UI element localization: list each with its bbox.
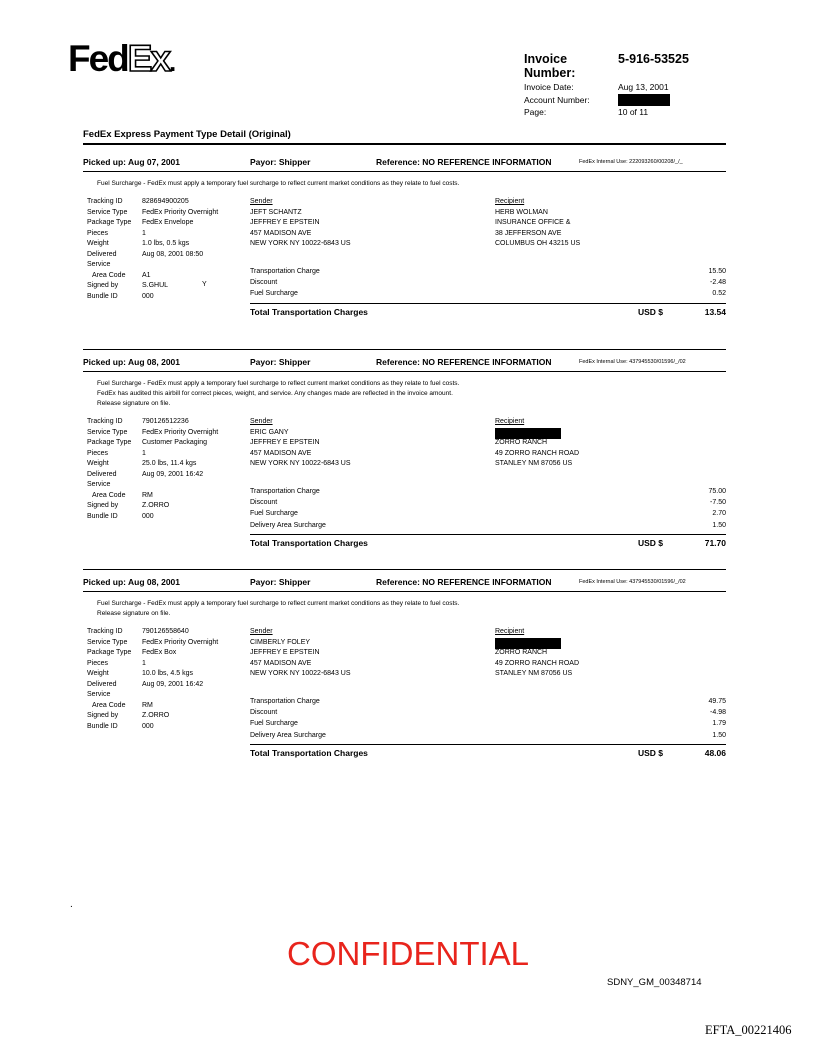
sender-block [250,627,351,680]
field-value: Aug 09, 2001 16:42 [142,680,204,688]
charge-label: Transportation Charge [250,488,320,495]
field-row [87,512,218,523]
field-row [87,627,218,638]
field-row [87,250,218,261]
field-value: 000 [142,722,154,730]
charge-label: Discount [250,279,278,287]
charge-label: Fuel Surcharge [250,720,298,728]
divider [83,143,726,145]
field-row [87,239,218,250]
note-line: Fuel Surcharge - FedEx must apply a temporary fuel surcharge to reflect current market conditions as they relate to fuel costs. [97,180,460,187]
shipment-header [83,577,726,591]
field-row [87,271,218,282]
payor: Payor: Shipper [250,357,311,367]
picked-up-date: Picked up: Aug 07, 2001 [83,157,180,167]
currency: USD $ [638,306,664,317]
charges-list [250,266,726,300]
field-value: 000 [142,292,154,300]
total-amount: 71.70 [704,537,726,548]
field-value: FedEx Box [142,649,177,656]
charge-row [250,497,726,508]
field-value: 1 [142,449,146,457]
field-value: Aug 09, 2001 16:42 [142,470,204,478]
charge-label: Transportation Charge [250,698,320,705]
notes [97,379,459,409]
field-value: 1.0 lbs, 0.5 kgs [142,240,190,247]
charge-row [250,730,726,741]
field-value: Z.ORRO [142,502,170,509]
charge-row [250,718,726,729]
field-value: FedEx Priority Overnight [142,428,219,436]
confidential-stamp: CONFIDENTIAL [286,935,530,972]
invoice-header [524,52,744,119]
recipient-heading: Recipient [495,418,525,425]
recipient-line: COLUMBUS OH 43215 US [495,240,581,247]
field-label: Service [87,481,111,488]
field-label: Service [87,261,111,268]
recipient-line: HERB WOLMAN [495,208,548,216]
field-row [87,218,218,229]
charge-amount: 49.75 [708,698,726,705]
field-label: Package Type [87,219,132,226]
field-value: FedEx Envelope [142,219,194,226]
total-amount: 48.06 [704,747,726,758]
currency: USD $ [638,537,664,548]
field-label: Tracking ID [87,198,123,205]
redaction-box [618,94,670,106]
field-value: FedEx Priority Overnight [142,638,219,646]
recipient-line: 38 JEFFERSON AVE [495,229,562,237]
charge-row [250,707,726,718]
invoice-number: 5-916-53525 [618,52,689,66]
charge-amount: 15.50 [708,268,726,275]
section-title: FedEx Express Payment Type Detail (Original) [83,129,291,140]
field-value: 25.0 lbs, 11.4 kgs [142,460,197,467]
charge-amount: 75.00 [708,488,726,495]
note-line: Fuel Surcharge - FedEx must apply a temporary fuel surcharge to reflect current market conditions as they relate to fuel costs. [97,600,460,607]
field-value: 10.0 lbs, 4.5 kgs [142,670,193,677]
charges-list [250,486,726,531]
field-value: S.GHUL [142,282,169,289]
field-row [87,480,218,491]
divider [83,591,726,592]
field-label: Area Code [92,491,126,499]
field-row [87,208,218,219]
field-value: A1 [142,271,151,279]
divider [250,744,726,745]
sender-line: 457 MADISON AVE [250,659,312,667]
field-row [87,648,218,659]
stray-mark: . [70,899,73,910]
field-value: Customer Packaging [142,439,207,446]
field-label: Bundle ID [87,722,118,730]
recipient-heading: Recipient [495,628,525,635]
total-label: Total Transportation Charges [250,537,368,548]
invoice-date-label: Invoice Date: [524,82,574,92]
sender-block [250,417,351,470]
charge-label: Delivery Area Surcharge [250,521,326,529]
field-value: 1 [142,659,146,667]
charges-list [250,696,726,741]
shipment-fields [87,627,218,732]
charge-label: Discount [250,499,278,507]
recipient-line: STANLEY NM 87056 US [495,670,573,677]
field-label: Weight [87,670,109,677]
field-label: Delivered [87,470,117,478]
field-label: Weight [87,240,109,247]
field-row [87,491,218,502]
field-label: Bundle ID [87,292,118,300]
total-label: Total Transportation Charges [250,747,368,758]
charge-amount: 2.70 [712,510,726,518]
divider [83,171,726,172]
field-row [87,470,218,481]
sender-line: 457 MADISON AVE [250,449,312,457]
charge-row [250,277,726,288]
field-label: Pieces [87,659,109,667]
redaction-box [495,638,561,649]
payor: Payor: Shipper [250,157,311,167]
total-row [250,538,726,550]
sender-line: NEW YORK NY 10022-6843 US [250,460,351,467]
field-label: Delivered [87,250,117,258]
internal-use-code: FedEx Internal Use: 437945530/01596/_/02 [579,359,686,365]
picked-up-date: Picked up: Aug 08, 2001 [83,357,180,367]
field-value: RM [142,701,153,709]
invoice-date: Aug 13, 2001 [618,82,669,92]
bates-number-efta: EFTA_00221406 [705,1023,792,1037]
reference: Reference: NO REFERENCE INFORMATION [376,357,552,367]
note-line: Fuel Surcharge - FedEx must apply a temporary fuel surcharge to reflect current market conditions as they relate to fuel costs. [97,380,460,387]
recipient-line: ZORRO RANCH [495,439,548,446]
recipient-line: STANLEY NM 87056 US [495,460,573,467]
field-label: Delivered [87,680,117,688]
field-row [87,722,218,733]
sender-heading: Sender [250,418,273,425]
internal-use-code: FedEx Internal Use: 222093260/00208/_/_ [579,159,683,165]
divider [83,569,726,570]
field-row [87,292,218,303]
sender-heading: Sender [250,198,273,205]
sender-block [250,197,351,250]
charge-amount: 1.50 [712,731,726,739]
field-row [87,449,218,460]
sender-heading: Sender [250,628,273,635]
sender-line: JEFT SCHANTZ [250,208,302,216]
field-row [87,438,218,449]
bates-number-sdny: SDNY_GM_00348714 [607,977,702,988]
notes [97,599,459,619]
charge-row [250,486,726,497]
field-label: Tracking ID [87,628,123,635]
field-label: Area Code [92,701,126,709]
sender-line: NEW YORK NY 10022-6843 US [250,240,351,247]
recipient-line: ZORRO RANCH [495,649,548,656]
field-label: Signed by [87,502,119,509]
sender-line: 457 MADISON AVE [250,229,312,237]
currency: USD $ [638,747,664,758]
field-value: Z.ORRO [142,712,170,719]
shipment-header [83,357,726,371]
charge-amount: 1.50 [712,521,726,529]
total-label: Total Transportation Charges [250,306,368,317]
reference: Reference: NO REFERENCE INFORMATION [376,577,552,587]
charge-label: Fuel Surcharge [250,290,298,298]
field-label: Area Code [92,271,126,279]
field-row [87,680,218,691]
charge-row [250,520,726,531]
field-row [87,701,218,712]
charge-row [250,696,726,707]
sender-line: JEFFREY E EPSTEIN [250,219,320,226]
sender-line: NEW YORK NY 10022-6843 US [250,670,351,677]
total-amount: 13.54 [704,306,726,317]
charge-label: Transportation Charge [250,268,320,275]
charge-amount: 0.52 [712,290,726,298]
shipment-fields [87,197,218,302]
total-row [250,748,726,760]
field-row [87,501,218,512]
field-label: Weight [87,460,109,467]
field-row [87,690,218,701]
picked-up-date: Picked up: Aug 08, 2001 [83,577,180,587]
recipient-block [495,417,579,470]
field-row [87,281,218,292]
field-label: Signed by [87,282,119,289]
charge-label: Discount [250,709,278,717]
charge-amount: 1.79 [712,720,726,728]
redaction-box [495,428,561,439]
field-label: Pieces [87,449,109,457]
account-number-label: Account Number: [524,94,590,105]
charge-amount: -7.50 [710,499,726,507]
field-row [87,197,218,208]
signed-flag: Y [202,281,207,288]
sender-line: JEFFREY E EPSTEIN [250,649,320,656]
field-row [87,428,218,439]
field-label: Service [87,691,111,698]
field-value: 1 [142,229,146,237]
internal-use-code: FedEx Internal Use: 437945530/01596/_/02 [579,579,686,585]
recipient-heading: Recipient [495,198,525,205]
field-value: 790126558640 [142,628,189,635]
field-label: Bundle ID [87,512,118,520]
invoice-number-label: Invoice Number: [524,52,576,80]
field-value: 000 [142,512,154,520]
payor: Payor: Shipper [250,577,311,587]
field-row [87,459,218,470]
field-label: Pieces [87,229,109,237]
note-line: Release signature on file. [97,610,171,617]
field-label: Tracking ID [87,418,123,425]
reference: Reference: NO REFERENCE INFORMATION [376,157,552,167]
notes [97,179,459,189]
divider [250,534,726,535]
field-label: Signed by [87,712,119,719]
field-value: Aug 08, 2001 08:50 [142,250,204,258]
field-value: FedEx Priority Overnight [142,208,219,216]
shipment-header [83,157,726,171]
field-value: RM [142,491,153,499]
recipient-line: 49 ZORRO RANCH ROAD [495,659,580,667]
field-label: Service Type [87,208,128,216]
sender-line: ERIC GANY [250,428,289,436]
total-row [250,307,726,319]
field-row [87,260,218,271]
field-row [87,711,218,722]
note-line: FedEx has audited this airbill for correct pieces, weight, and service. Any changes made are reflected in the invoice amount. [97,390,453,397]
charge-label: Delivery Area Surcharge [250,731,326,739]
shipment-fields [87,417,218,522]
divider [250,303,726,304]
sender-line: CIMBERLY FOLEY [250,638,311,646]
recipient-block [495,627,579,680]
field-row [87,638,218,649]
field-value: 790126512236 [142,418,189,425]
divider [83,371,726,372]
field-row [87,229,218,240]
field-row [87,659,218,670]
field-row [87,669,218,680]
charge-row [250,508,726,519]
field-label: Service Type [87,428,128,436]
charge-label: Fuel Surcharge [250,510,298,518]
page-value: 10 of 11 [618,107,649,117]
charge-row [250,288,726,299]
recipient-block [495,197,580,250]
recipient-line: INSURANCE OFFICE & [495,219,571,226]
charge-row [250,266,726,277]
field-row [87,417,218,428]
charge-amount: -4.98 [710,709,726,717]
field-label: Package Type [87,439,132,446]
note-line: Release signature on file. [97,400,171,407]
field-label: Package Type [87,649,132,656]
recipient-line: 49 ZORRO RANCH ROAD [495,449,580,457]
page-label: Page: [524,107,547,117]
divider [83,349,726,350]
sender-line: JEFFREY E EPSTEIN [250,439,320,446]
charge-amount: -2.48 [710,279,726,287]
field-value: 828694900205 [142,198,189,205]
field-label: Service Type [87,638,128,646]
fedex-logo: FedEx. [68,38,177,79]
